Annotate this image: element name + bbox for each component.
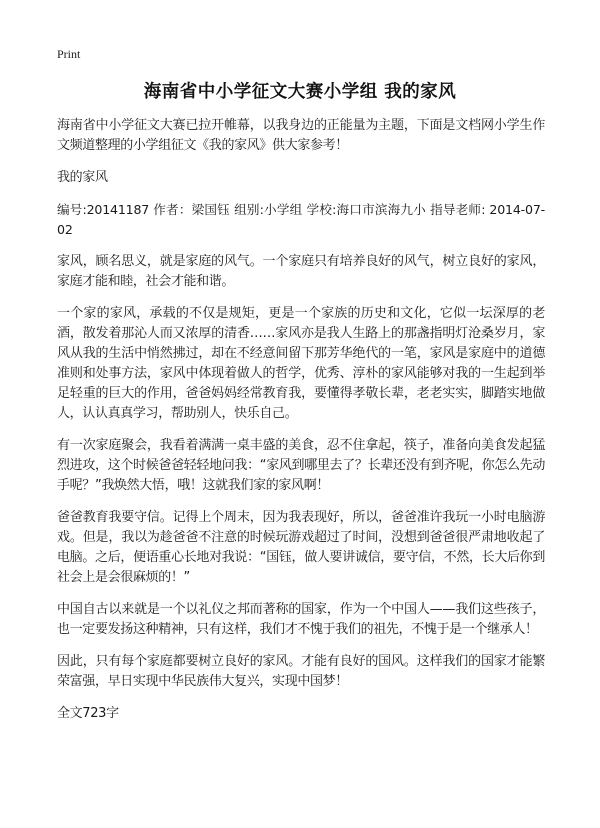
body-paragraph: 有一次家庭聚会，我看着满满一桌丰盛的美食，忍不住拿起，筷子，准备向美食发起猛烈进攻，这个时候爸爸轻轻地问我：“家风到哪里去了？长辈还没有到齐呢，你怎么先动手呢？”我焕然大悟，哦！这就我们家的家风啊！ [57,438,545,493]
body-paragraph: 中国自古以来就是一个以礼仪之邦而著称的国家，作为一个中国人——我们这些孩子，也一定要发扬这种精神，只有这样，我们才不愧于我们的祖先，不愧于是一个继承人！ [57,602,545,637]
article-subtitle: 我的家风 [57,170,108,185]
intro-paragraph: 海南省中小学征文大赛已拉开帷幕，以我身边的正能量为主题，下面是文档网小学生作文频道整理的小学组征文《我的家风》供大家参考！ [57,118,545,153]
body-paragraph: 爸爸教育我要守信。记得上个周末，因为我表现好，所以，爸爸准许我玩一小时电脑游戏。但是，我以为趁爸爸不注意的时候玩游戏超过了时间，没想到爸爸很严肃地收起了电脑。之后，便语重心长地对我说：“国钰，做人要讲诚信，要守信，不然，长大后你到社会上是会很麻烦的！” [57,510,545,585]
print-link[interactable]: Print [57,47,81,61]
article-body [57,116,545,736]
body-paragraph: 家风，顾名思义，就是家庭的风气。一个家庭只有培养良好的风气，树立良好的家风，家庭才能和睦，社会才能和谐。 [57,254,545,289]
article-meta: 编号:20141187 作者：梁国钰 组别:小学组 学校:海口市滨海九小 指导老师: 2014-07-02 [57,202,545,237]
page-title: 海南省中小学征文大赛小学组 我的家风 [143,82,457,102]
body-paragraph: 因此，只有每个家庭都要树立良好的家风。才能有良好的国风。这样我们的国家才能繁荣富强，早日实现中华民族伟大复兴，实现中国梦！ [57,654,545,689]
body-paragraph: 一个家的家风，承载的不仅是规矩，更是一个家族的历史和文化，它似一坛深厚的老酒，散发着那沁人而又浓厚的清香……家风亦是我人生路上的那盏指明灯沧桑岁月，家风从我的生活中悄然拂过，却在不经意间留下那芳华绝代的一笔，家风是家庭中的道德准则和处事方法，家风中体现着做人的哲学，优秀、淳朴的家风能够对我的一生起到举足轻重的巨大的作用，爸爸妈妈经常教育我，要懂得孝敬长辈，老老实实，脚踏实地做人，认认真真学习，帮助别人，快乐自己。 [57,306,545,421]
word-count: 全文723字 [57,706,119,721]
